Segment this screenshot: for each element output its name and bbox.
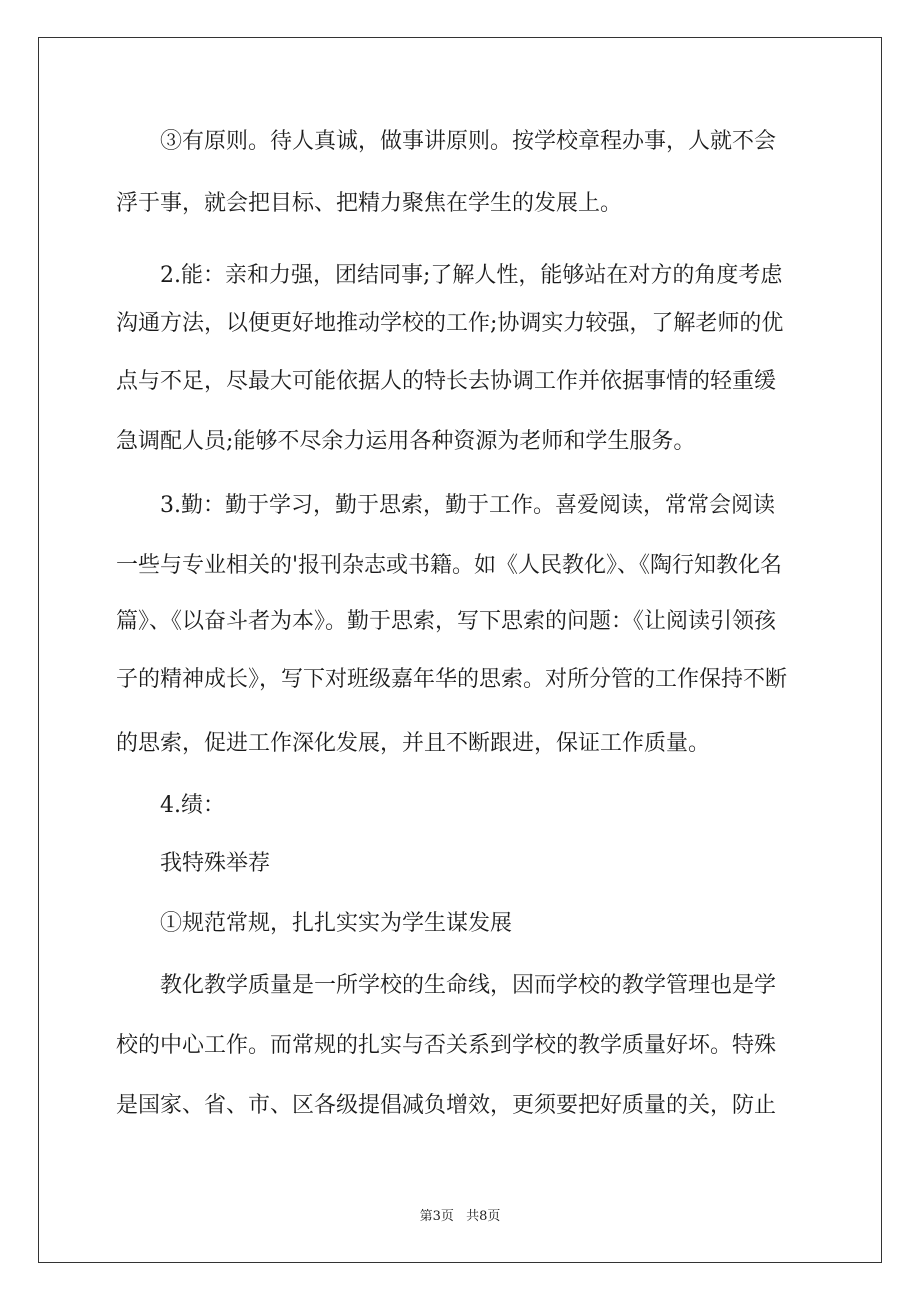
page-footer xyxy=(0,1205,920,1224)
paragraph-3-line-4: 子的精神成长》，写下对班级嘉年华的思索。对所分管的工作保持不断 xyxy=(116,667,788,692)
paragraph-7-line-3: 是国家、省、市、区各级提倡减负增效，更须要把好质量的关，防止 xyxy=(116,1093,777,1118)
paragraph-3-line-3: 篇》、《以奋斗者为本》。勤于思索，写下思索的问题：《让阅读引领孩 xyxy=(116,609,777,634)
paragraph-2-line-4: 急调配人员;能够不尽余力运用各种资源为老师和学生服务。 xyxy=(116,429,696,454)
paragraph-3-line-2: 一些与专业相关的'报刊杂志或书籍。如《人民教化》、《陶行知教化名 xyxy=(116,553,783,578)
paragraph-3-line-1: 3.勤：勤于学习，勤于思索，勤于工作。喜爱阅读，常常会阅读 xyxy=(160,493,775,518)
paragraph-1-line-1: ③有原则。待人真诚，做事讲原则。按学校章程办事，人就不会 xyxy=(160,129,777,154)
paragraph-6-line-1: ①规范常规，扎扎实实为学生谋发展 xyxy=(160,911,513,936)
paragraph-4-line-1: 4.绩： xyxy=(160,793,225,818)
paragraph-5-line-1: 我特殊举荐 xyxy=(160,851,271,876)
paragraph-3-line-5: 的思索，促进工作深化发展，并且不断跟进，保证工作质量。 xyxy=(116,731,711,756)
total-pages: 共8页 xyxy=(466,1209,501,1224)
paragraph-2-line-3: 点与不足，尽最大可能依据人的特长去协调工作并依据事情的轻重缓 xyxy=(116,369,777,394)
paragraph-2-line-2: 沟通方法，以便更好地推动学校的工作;协调实力较强，了解老师的优 xyxy=(116,311,784,336)
paragraph-1-line-2: 浮于事，就会把目标、把精力聚焦在学生的发展上。 xyxy=(116,191,623,216)
paragraph-7-line-2: 校的中心工作。而常规的扎实与否关系到学校的教学质量好坏。特殊 xyxy=(116,1033,777,1058)
paragraph-2-line-1: 2.能：亲和力强，团结同事;了解人性，能够站在对方的角度考虑 xyxy=(160,263,783,288)
paragraph-7-line-1: 教化教学质量是一所学校的生命线，因而学校的教学管理也是学 xyxy=(160,973,777,998)
page-number: 第3页 xyxy=(419,1209,454,1224)
